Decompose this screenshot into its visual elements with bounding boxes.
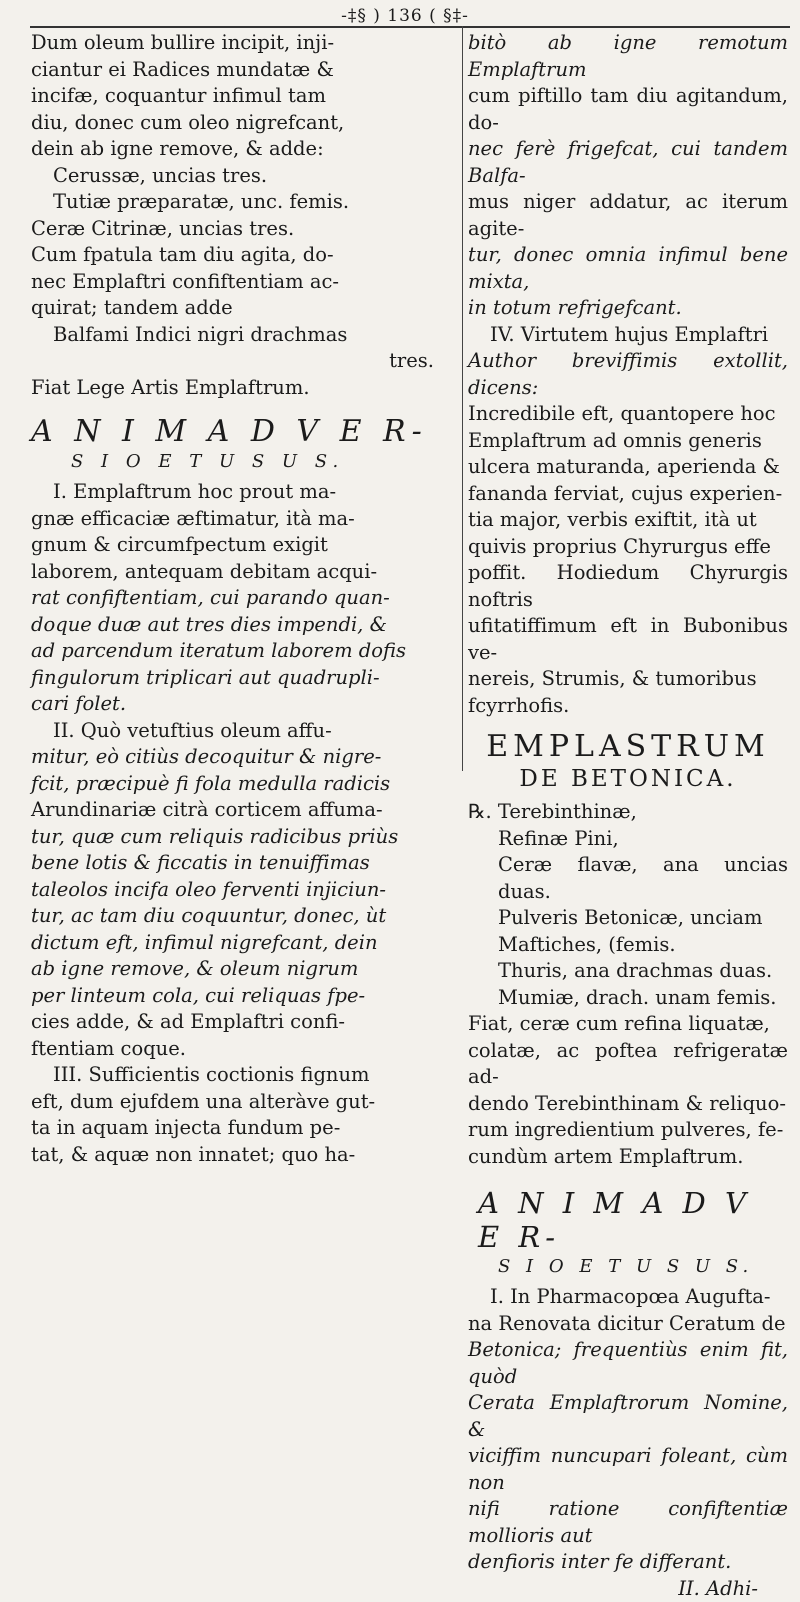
text-line: tur, donec omnia infimul bene mixta, (468, 242, 788, 295)
text-line: cundùm artem Emplaftrum. (468, 1144, 788, 1171)
text-line: Emplaftrum ad omnis generis (468, 428, 788, 455)
column-divider (462, 26, 463, 771)
text-line: ab igne remove, & oleum nigrum (31, 956, 454, 983)
text-line: per linteum cola, cui reliquas fpe- (31, 983, 454, 1010)
text-line: I. In Pharmacopœa Augufta- (468, 1284, 788, 1311)
text-line: fananda ferviat, cujus experien- (468, 481, 788, 508)
right-column (468, 30, 788, 1602)
text-line: na Renovata dicitur Ceratum de (468, 1311, 788, 1338)
text-line: quivis proprius Chyrurgus effe (468, 534, 788, 561)
text-line: mitur, eò citiùs decoquitur & nigre- (31, 744, 454, 771)
section-heading: A N I M A D V E R- (31, 415, 454, 449)
section-subheading: S I O E T U S U S. (498, 1256, 788, 1278)
text-line: ftentiam coque. (31, 1036, 454, 1063)
text-line: Cum fpatula tam diu agita, do- (31, 242, 454, 269)
text-line: dictum eft, infimul nigrefcant, dein (31, 930, 454, 957)
recipe-line: Thuris, ana drachmas duas. (468, 958, 788, 985)
text-line: in totum refrigefcant. (468, 295, 788, 322)
text-line: dein ab igne remove, & adde: (31, 136, 454, 163)
recipe-line: ℞. Terebinthinæ, (468, 799, 788, 826)
text-line: fingulorum triplicari aut quadrupli- (31, 665, 454, 692)
text-line: Arundinariæ citrà corticem affuma- (31, 797, 454, 824)
ingredient-line: tres. (31, 348, 454, 375)
text-line: tur, ac tam diu coquuntur, donec, ùt (31, 903, 454, 930)
text-line: Incredibile eft, quantopere hoc (468, 401, 788, 428)
text-line: I. Emplaftrum hoc prout ma- (31, 479, 454, 506)
recipe-title: EMPLASTRUM (468, 729, 788, 765)
recipe-subtitle: DE BETONICA. (468, 765, 788, 793)
section-subheading: S I O E T U S U S. (71, 451, 454, 473)
section-heading: A N I M A D V E R- (478, 1186, 788, 1254)
text-line: III. Sufficientis coctionis fignum (31, 1062, 454, 1089)
text-line: dendo Terebinthinam & reliquo- (468, 1091, 788, 1118)
text-line: laborem, antequam debitam acqui- (31, 559, 454, 586)
text-line: eft, dum ejufdem una alteràve gut- (31, 1089, 454, 1116)
text-line: nec Emplaftri confiftentiam ac- (31, 269, 454, 296)
text-line: cari folet. (31, 691, 454, 718)
text-line: cies adde, & ad Emplaftri confi- (31, 1009, 454, 1036)
text-line: gnæ efficaciæ æftimatur, ità ma- (31, 506, 454, 533)
text-line: gnum & circumfpectum exigit (31, 532, 454, 559)
text-line: fcyrrhofis. (468, 693, 788, 720)
text-line: bene lotis & ficcatis in tenuiffimas (31, 850, 454, 877)
text-line: nifi ratione confiftentiæ mollioris aut (468, 1496, 788, 1549)
text-line: doque duæ aut tres dies impendi, & (31, 612, 454, 639)
text-line: quirat; tandem adde (31, 295, 454, 322)
text-line: nec ferè frigefcat, cui tandem Balfa- (468, 136, 788, 189)
text-line: tia major, verbis exiftit, ità ut (468, 507, 788, 534)
text-line: taleolos incifa oleo ferventi injiciun- (31, 877, 454, 904)
text-line: ulcera maturanda, aperienda & (468, 454, 788, 481)
text-line: Dum oleum bullire incipit, inji- (31, 30, 454, 57)
text-line: Author breviffimis extollit, dicens: (468, 348, 788, 401)
text-line: viciffim nuncupari foleant, cùm non (468, 1443, 788, 1496)
text-line: poffit. Hodiedum Chyrurgis noftris (468, 560, 788, 613)
header-rule (30, 26, 790, 28)
catchword: II. Adhi- (468, 1576, 788, 1602)
ingredient-line: Cerussæ, uncias tres. (31, 163, 454, 190)
text-line: ciantur ei Radices mundatæ & (31, 57, 454, 84)
text-line: Fiat, ceræ cum refina liquatæ, (468, 1011, 788, 1038)
text-line: incifæ, coquantur infimul tam (31, 83, 454, 110)
text-line: Betonica; frequentiùs enim fit, quòd (468, 1337, 788, 1390)
fiat-line: Fiat Lege Artis Emplaftrum. (31, 375, 454, 402)
text-line: mus niger addatur, ac iterum agite- (468, 189, 788, 242)
page-header: -‡§ ) 136 ( §‡- (30, 6, 780, 28)
recipe-line: Pulveris Betonicæ, unciam (468, 905, 788, 932)
text-line: tat, & aquæ non innatet; quo ha- (31, 1142, 454, 1169)
ingredient-line: Balfami Indici nigri drachmas (31, 322, 454, 349)
text-line: bitò ab igne remotum Emplaftrum (468, 30, 788, 83)
text-line: ad parcendum iteratum laborem dofis (31, 638, 454, 665)
text-line: colatæ, ac poftea refrigeratæ ad- (468, 1038, 788, 1091)
text-line: cum piftillo tam diu agitandum, do- (468, 83, 788, 136)
left-column (31, 30, 454, 1168)
ingredient-line: Tutiæ præparatæ, unc. femis. (31, 189, 454, 216)
ingredient-line: Ceræ Citrinæ, uncias tres. (31, 216, 454, 243)
text-line: rat confiftentiam, cui parando quan- (31, 585, 454, 612)
recipe-line: Mumiæ, drach. unam femis. (468, 985, 788, 1012)
text-line: diu, donec cum oleo nigrefcant, (31, 110, 454, 137)
text-line: rum ingredientium pulveres, fe- (468, 1117, 788, 1144)
recipe-line: Ceræ flavæ, ana uncias duas. (468, 852, 788, 905)
text-line: ta in aquam injecta fundum pe- (31, 1115, 454, 1142)
recipe-line: Refinæ Pini, (468, 826, 788, 853)
text-line: II. Quò vetuftius oleum affu- (31, 718, 454, 745)
text-line: ufitatiffimum eft in Bubonibus ve- (468, 613, 788, 666)
recipe-line: Maftiches, (femis. (468, 932, 788, 959)
text-line: nereis, Strumis, & tumoribus (468, 666, 788, 693)
text-line: denfioris inter fe differant. (468, 1549, 788, 1576)
text-line: IV. Virtutem hujus Emplaftri (468, 322, 788, 349)
text-line: Cerata Emplaftrorum Nomine, & (468, 1390, 788, 1443)
text-line: tur, quæ cum reliquis radicibus priùs (31, 824, 454, 851)
text-line: fcit, præcipuè fi fola medulla radicis (31, 771, 454, 798)
